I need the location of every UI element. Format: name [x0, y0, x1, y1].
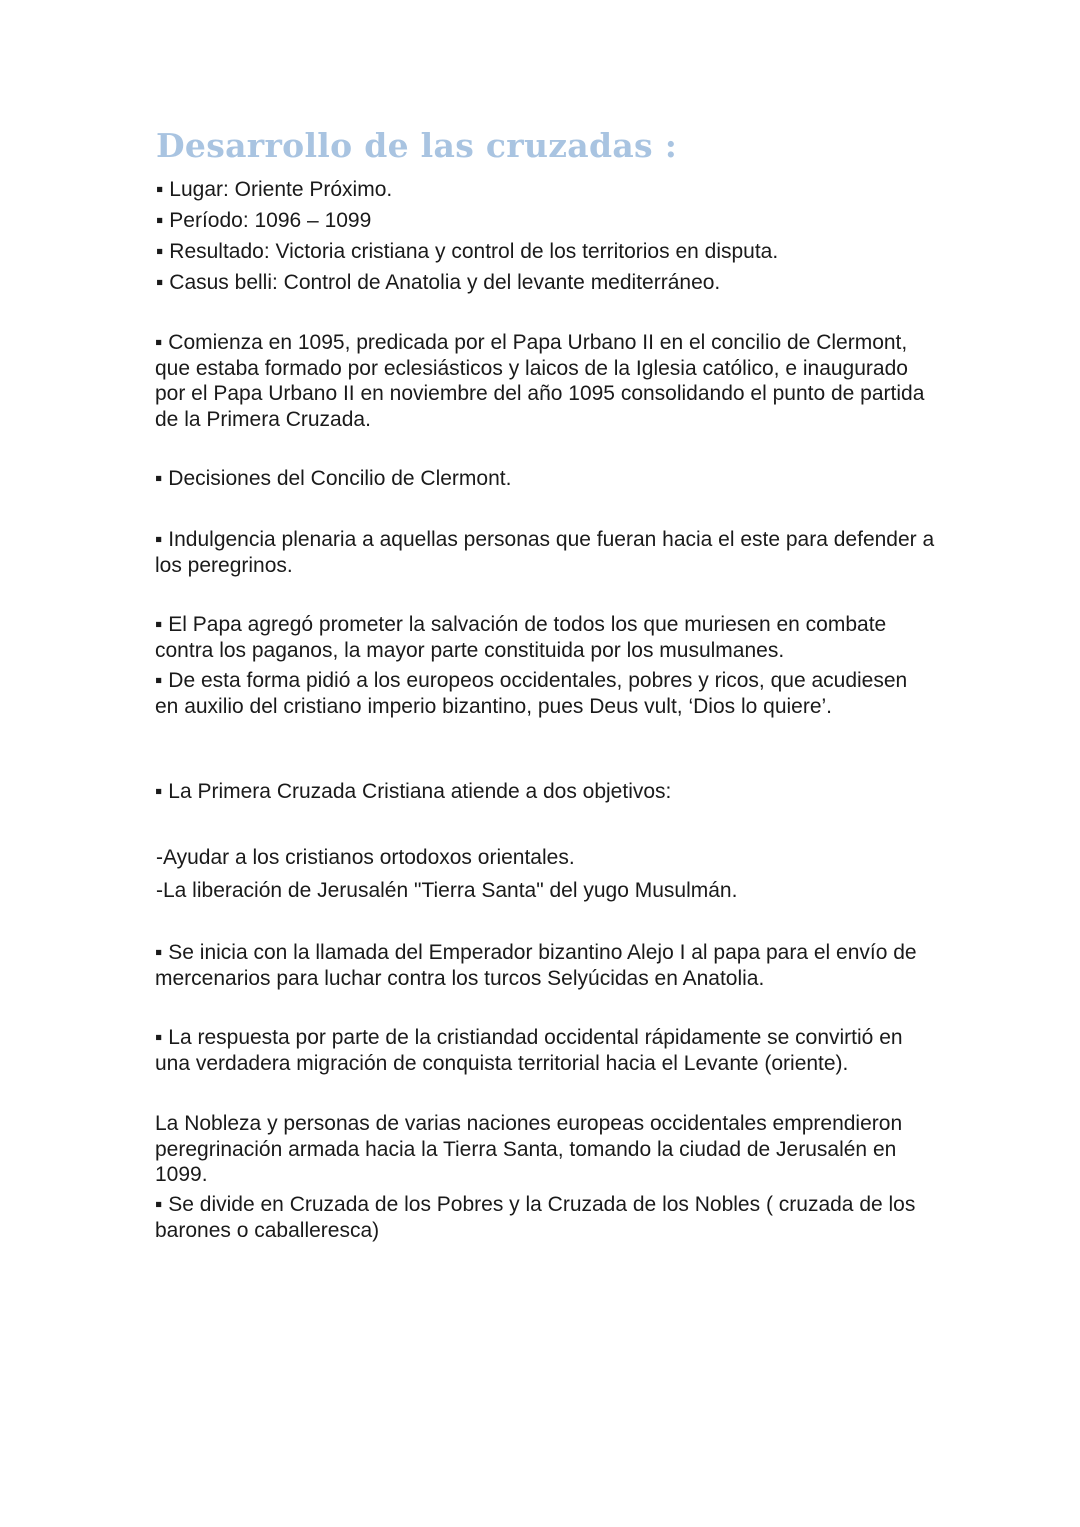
summary-period: ▪ Período: 1096 – 1099 [156, 209, 372, 232]
summary-place: ▪ Lugar: Oriente Próximo. [156, 178, 393, 201]
paragraph-council-decisions: ▪ Decisiones del Concilio de Clermont. [155, 467, 512, 490]
objective-liberate-jerusalem: -La liberación de Jerusalén "Tierra Santa" del yugo Musulmán. [156, 879, 738, 902]
document-title: Desarrollo de las cruzadas : [156, 126, 678, 165]
paragraph-nobility-pilgrimage: La Nobleza y personas de varias naciones europeas occidentales emprendieron peregrinación armada hacia la Tierra Santa, tomando la ciudad de Jerusalén en 1099. [155, 1112, 903, 1186]
paragraph-western-response: ▪ La respuesta por parte de la cristiandad occidental rápidamente se convirtió en una verdadera migración de conquista territorial hacia el Levante (oriente). [155, 1026, 903, 1075]
paragraph-plenary-indulgence: ▪ Indulgencia plenaria a aquellas personas que fueran hacia el este para defender a los peregrinos. [155, 528, 935, 577]
summary-casus-belli: ▪ Casus belli: Control de Anatolia y del levante mediterráneo. [156, 271, 721, 294]
paragraph-clermont-council: ▪ Comienza en 1095, predicada por el Papa Urbano II en el concilio de Clermont, que estaba formado por eclesiásticos y laicos de la Iglesia católico, e inaugurado por el Papa Urbano II en noviembre del año 1095 consolidando el punto de partida de la Primera Cruzada. [155, 331, 925, 431]
paragraph-salvation-promise: ▪ El Papa agregó prometer la salvación de todos los que muriesen en combate contra los paganos, la mayor parte constituida por los musulmanes. [155, 613, 887, 662]
summary-result: ▪ Resultado: Victoria cristiana y control de los territorios en disputa. [156, 240, 779, 263]
paragraph-alexios-request: ▪ Se inicia con la llamada del Emperador bizantino Alejo I al papa para el envío de mercenarios para luchar contra los turcos Selyúcidas en Anatolia. [155, 941, 917, 990]
objective-help-orthodox: -Ayudar a los cristianos ortodoxos orientales. [156, 846, 575, 869]
paragraph-crusade-division: ▪ Se divide en Cruzada de los Pobres y la Cruzada de los Nobles ( cruzada de los barones o caballeresca) [155, 1193, 916, 1242]
paragraph-objectives-intro: ▪ La Primera Cruzada Cristiana atiende a dos objetivos: [155, 780, 672, 803]
paragraph-deus-vult: ▪ De esta forma pidió a los europeos occidentales, pobres y ricos, que acudiesen en auxilio del cristiano imperio bizantino, pues Deus vult, ‘Dios lo quiere’. [155, 669, 908, 718]
